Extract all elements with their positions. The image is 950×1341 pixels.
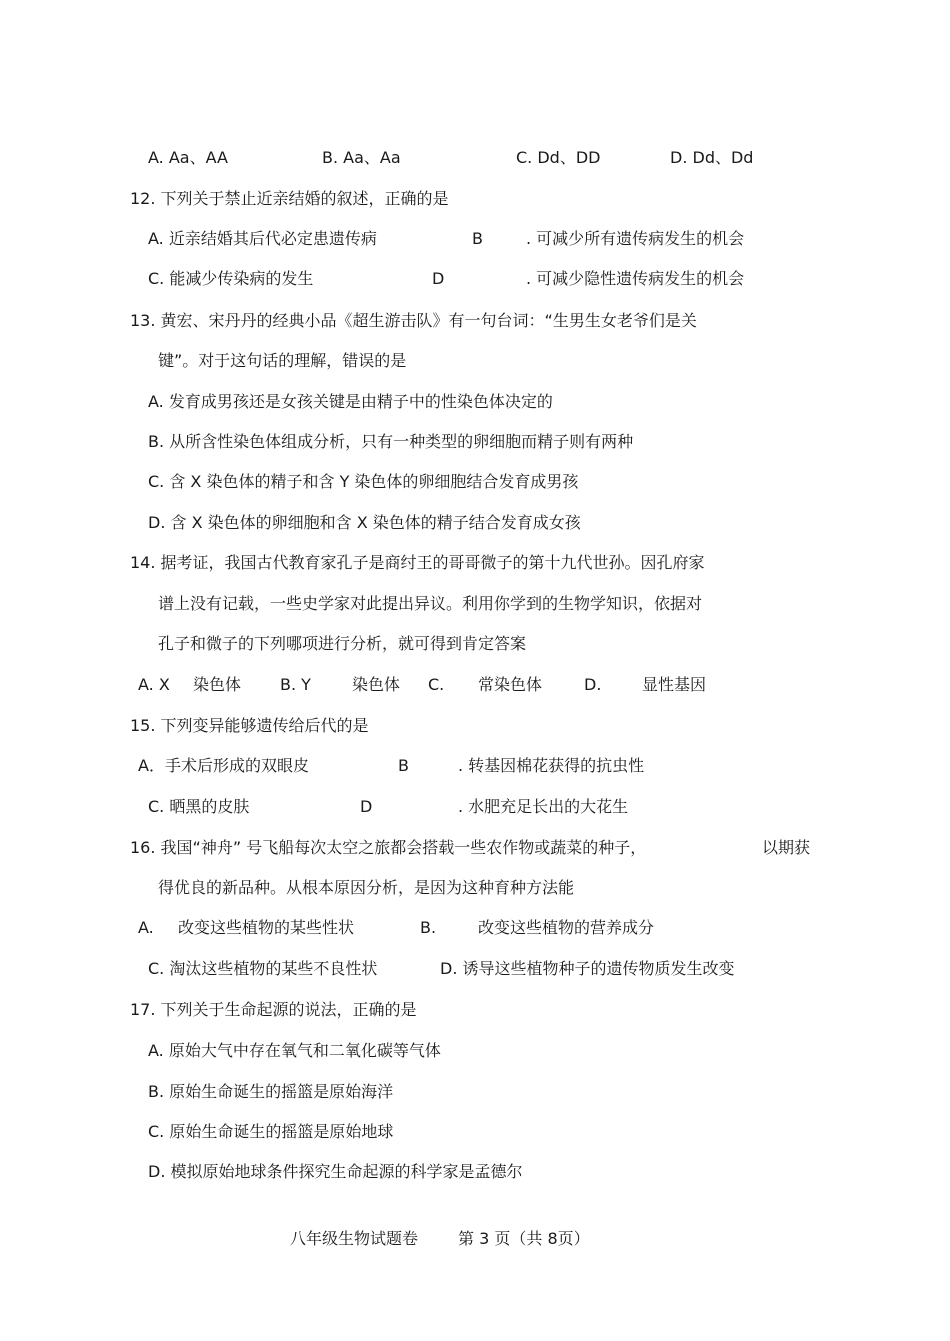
- q17-stem: 17. 下列关于生命起源的说法，正确的是: [130, 1000, 417, 1019]
- q16-option-b-letter: B.: [420, 918, 437, 937]
- q14-option-d-text: 显性基因: [642, 675, 707, 694]
- q15-option-a: A．手术后形成的双眼皮: [138, 756, 309, 775]
- q14-option-a-letter: A. X: [138, 675, 170, 694]
- q13-option-a: A. 发育成男孩还是女孩关键是由精子中的性染色体决定的: [148, 392, 553, 411]
- q17-option-d: D. 模拟原始地球条件探究生命起源的科学家是孟德尔: [148, 1162, 523, 1181]
- q17-option-b: B. 原始生命诞生的摇篮是原始海洋: [148, 1082, 394, 1101]
- q15-option-d-text: . 水肥充足长出的大花生: [458, 797, 629, 816]
- q12-option-b-text: . 可减少所有遗传病发生的机会: [526, 229, 745, 248]
- q12-option-d-text: . 可减少隐性遗传病发生的机会: [526, 269, 745, 288]
- q12-option-b-letter: B: [472, 229, 483, 248]
- footer-page-number: 第 3 页（共 8页）: [458, 1229, 590, 1248]
- q12-option-a: A. 近亲结婚其后代必定患遗传病: [148, 229, 377, 248]
- q15-stem: 15. 下列变异能够遗传给后代的是: [130, 716, 369, 735]
- q11-option-c: C. Dd、DD: [516, 148, 601, 167]
- q13-stem-line1: 13. 黄宏、宋丹丹的经典小品《超生游击队》有一句台词：“生男生女老爷们是关: [130, 311, 697, 330]
- q14-option-c-letter: C.: [428, 675, 445, 694]
- q11-option-a: A. Aa、AA: [148, 148, 228, 167]
- q16-option-a-text: 改变这些植物的某些性状: [178, 918, 355, 937]
- q14-option-c-text: 常染色体: [478, 675, 543, 694]
- q14-stem-line2: 谱上没有记载，一些史学家对此提出异议。利用你学到的生物学知识，依据对: [158, 594, 703, 613]
- footer-title: 八年级生物试题卷: [290, 1229, 419, 1248]
- q12-option-c: C. 能减少传染病的发生: [148, 269, 314, 288]
- q14-option-d-letter: D.: [584, 675, 602, 694]
- q16-option-d: D. 诱导这些植物种子的遗传物质发生改变: [440, 959, 735, 978]
- q11-option-d: D. Dd、Dd: [670, 148, 754, 167]
- q16-option-a-letter: A.: [138, 918, 154, 937]
- q16-option-c: C. 淘汰这些植物的某些不良性状: [148, 959, 378, 978]
- q14-option-a-text: 染色体: [193, 675, 242, 694]
- q13-stem-line2: 键”。对于这句话的理解，错误的是: [158, 351, 407, 370]
- q15-option-c: C. 晒黑的皮肤: [148, 797, 250, 816]
- q14-option-b-text: 染色体: [352, 675, 401, 694]
- q16-stem-line1: 16. 我国“神舟” 号飞船每次太空之旅都会搭载一些农作物或蔬菜的种子，: [130, 838, 647, 857]
- q12-stem: 12. 下列关于禁止近亲结婚的叙述，正确的是: [130, 189, 449, 208]
- q13-option-b: B. 从所含性染色体组成分析，只有一种类型的卵细胞而精子则有两种: [148, 432, 634, 451]
- q17-option-a: A. 原始大气中存在氧气和二氧化碳等气体: [148, 1041, 441, 1060]
- q16-stem-line1-tail: 以期获: [762, 838, 811, 857]
- q17-option-c: C. 原始生命诞生的摇篮是原始地球: [148, 1122, 394, 1141]
- q14-option-b-letter: B. Y: [280, 675, 311, 694]
- q11-option-b: B. Aa、Aa: [322, 148, 401, 167]
- q15-option-b-text: . 转基因棉花获得的抗虫性: [458, 756, 645, 775]
- q12-option-d-letter: D: [432, 269, 445, 288]
- q16-stem-line2: 得优良的新品种。从根本原因分析，是因为这种育种方法能: [158, 878, 575, 897]
- q15-option-d-letter: D: [360, 797, 373, 816]
- q14-stem-line3: 孔子和微子的下列哪项进行分析，就可得到肯定答案: [158, 634, 527, 653]
- q14-stem-line1: 14. 据考证，我国古代教育家孔子是商纣王的哥哥微子的第十九代世孙。因孔府家: [130, 553, 705, 572]
- q13-option-c: C. 含 X 染色体的精子和含 Y 染色体的卵细胞结合发育成男孩: [148, 472, 579, 491]
- q16-option-b-text: 改变这些植物的营养成分: [478, 918, 655, 937]
- q15-option-b-letter: B: [398, 756, 409, 775]
- q13-option-d: D. 含 X 染色体的卵细胞和含 X 染色体的精子结合发育成女孩: [148, 513, 581, 532]
